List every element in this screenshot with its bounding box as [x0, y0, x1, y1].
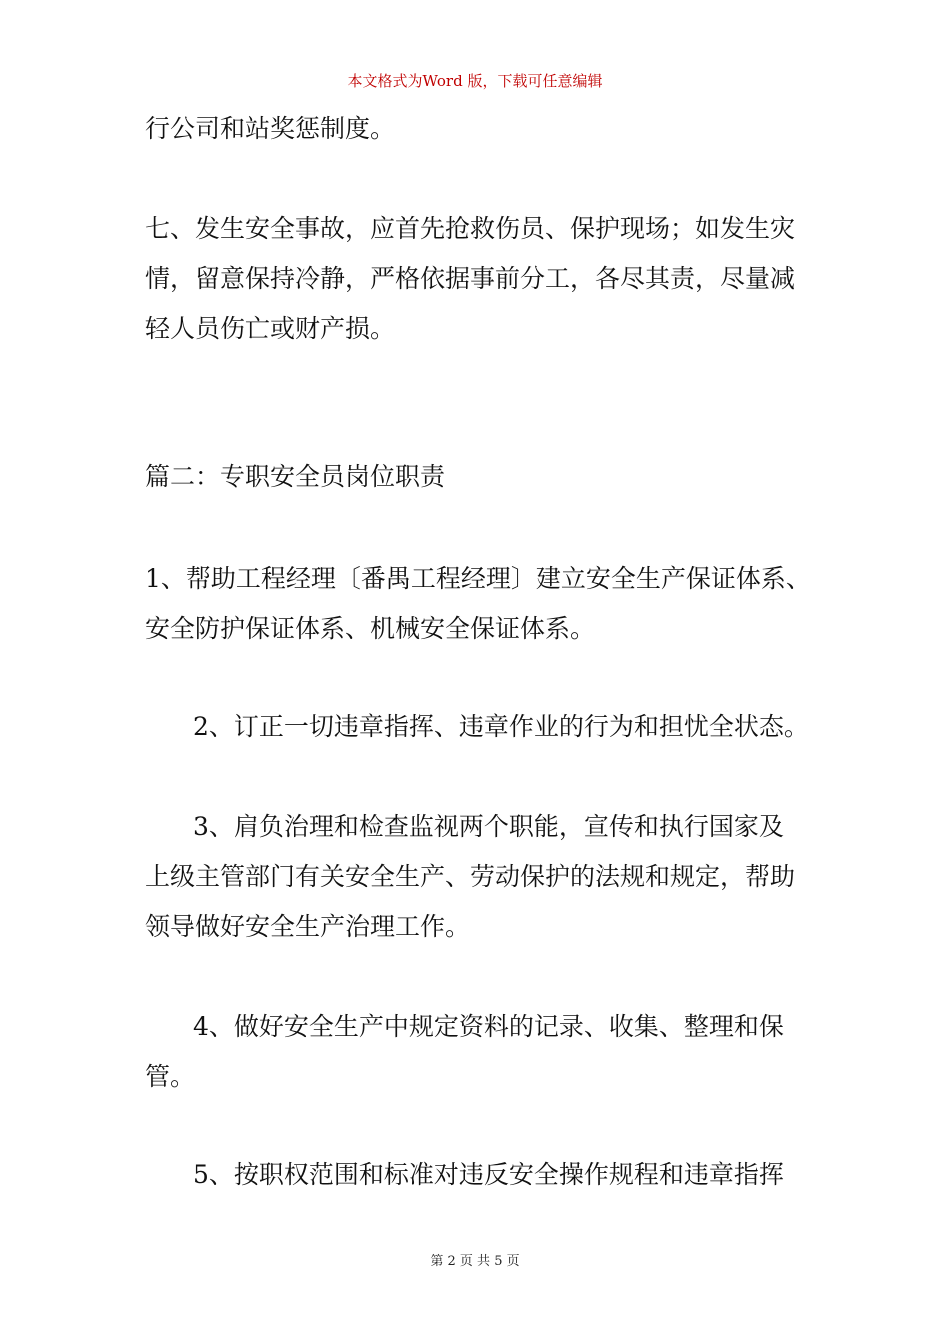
paragraph-line: 情，留意保持冷静，严格依据事前分工，各尽其责，尽量减 — [145, 264, 796, 293]
page-number-footer: 第 2 页 共 5 页 — [430, 1254, 520, 1269]
paragraph-line: 上级主管部门有关安全生产、劳动保护的法规和规定，帮助 — [145, 862, 796, 891]
paragraph-line: 5、按职权范围和标准对违反安全操作规程和违章指挥 — [193, 1160, 784, 1189]
paragraph-line: 1、帮助工程经理〔番禺工程经理〕建立安全生产保证体系、 — [145, 564, 811, 593]
paragraph-line: 领导做好安全生产治理工作。 — [145, 912, 471, 941]
paragraph-line: 管。 — [145, 1062, 196, 1091]
paragraph-line: 4、做好安全生产中规定资料的记录、收集、整理和保 — [193, 1012, 784, 1041]
document-header-banner: 本文格式为Word 版，下载可任意编辑 — [347, 72, 603, 90]
paragraph-line: 行公司和站奖惩制度。 — [145, 114, 396, 143]
paragraph-line: 2、订正一切违章指挥、违章作业的行为和担忧全状态。 — [193, 712, 809, 741]
paragraph-line: 七、发生安全事故，应首先抢救伤员、保护现场；如发生灾 — [145, 214, 796, 243]
paragraph-line: 轻人员伤亡或财产损。 — [145, 314, 396, 343]
section-heading: 篇二：专职安全员岗位职责 — [145, 462, 446, 491]
paragraph-line: 安全防护保证体系、机械安全保证体系。 — [145, 614, 596, 643]
paragraph-line: 3、肩负治理和检查监视两个职能，宣传和执行国家及 — [193, 812, 784, 841]
